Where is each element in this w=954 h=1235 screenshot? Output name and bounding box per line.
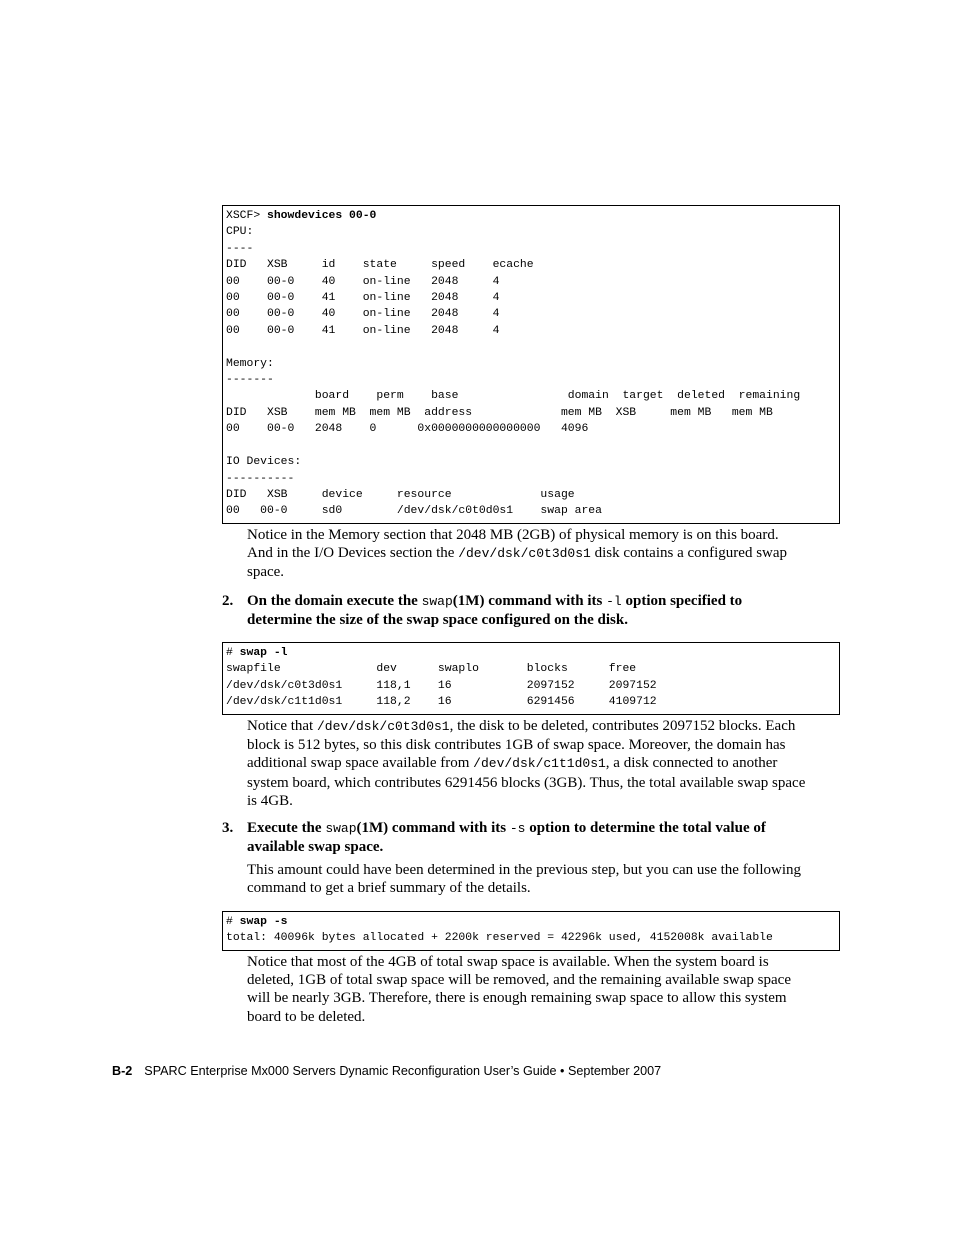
para-text: Notice that most of the 4GB of total swap space is available. When the system board is deleted, 1GB of total swap space will be removed, and the remaining available swap space will be nearly 3GB. Therefore, there is enough remaining swap space to allow this system board to be deleted.	[247, 954, 791, 1025]
step-number: 3.	[222, 820, 234, 836]
footer-text: SPARC Enterprise Mx000 Servers Dynamic Reconfiguration User’s Guide • September 2007	[144, 1064, 662, 1078]
code-line: total: 40096k bytes allocated + 2200k reserved = 42296k used, 4152008k available	[226, 932, 773, 945]
code-command: showdevices 00-0	[267, 210, 377, 222]
code-command: swap -s	[239, 916, 288, 928]
code-block-showdevices	[222, 205, 840, 524]
body-paragraph-1	[247, 526, 807, 582]
step-text-part: (1M) command with its	[356, 820, 510, 836]
code-line: swapfile dev swaplo blocks free	[226, 663, 637, 676]
code-text	[226, 645, 836, 711]
step-text	[247, 819, 802, 856]
code-line: 00 00-0 sd0 /dev/dsk/c0t0d0s1 swap area	[226, 505, 602, 518]
code-line: ----	[226, 242, 254, 255]
step-text-part: (1M) command with its	[452, 593, 607, 609]
code-line: board perm base domain target deleted remaining	[226, 390, 801, 403]
body-paragraph-4	[247, 953, 807, 1026]
step-text-part: option to determine the total value of available swap space.	[247, 820, 766, 856]
para-text: This amount could have been determined in the previous step, but you can use the following command to get a brief summary of the details.	[247, 862, 802, 897]
page-number: B-2	[112, 1064, 133, 1078]
inline-code: swap	[325, 821, 357, 836]
code-line: 00 00-0 40 on-line 2048 4	[226, 275, 500, 288]
step-2	[222, 592, 802, 629]
code-text	[226, 914, 836, 947]
inline-code: swap	[421, 594, 453, 609]
code-line: DID XSB id state speed ecache	[226, 259, 534, 272]
inline-code: /dev/dsk/c0t3d0s1	[316, 719, 450, 734]
step-number: 2.	[222, 593, 234, 609]
page-footer	[112, 1063, 661, 1079]
code-line: 00 00-0 41 on-line 2048 4	[226, 292, 500, 305]
code-line: /dev/dsk/c1t1d0s1 118,2 16 6291456 4109712	[226, 696, 657, 709]
code-line: /dev/dsk/c0t3d0s1 118,1 16 2097152 2097152	[226, 679, 657, 692]
step-3	[222, 819, 802, 856]
para-text: Notice that	[247, 718, 317, 734]
code-prompt: #	[226, 916, 240, 928]
step-text	[247, 592, 802, 629]
code-line: 00 00-0 40 on-line 2048 4	[226, 308, 500, 321]
code-line: CPU:	[226, 226, 254, 239]
para-text: disk contains a configured swap space.	[247, 545, 788, 581]
para-text: , the disk to be deleted, contributes 2097152 blocks. Each block is 512 bytes, so this disk contributes 1GB of swap space. Moreover, the domain has additional swap space available from	[247, 718, 796, 772]
step-text-part: Execute the	[247, 820, 326, 836]
code-text	[226, 208, 836, 520]
code-line: 00 00-0 41 on-line 2048 4	[226, 324, 500, 337]
code-line: 00 00-0 2048 0 0x0000000000000000 4096	[226, 423, 589, 436]
code-command: swap -l	[239, 647, 288, 659]
inline-code: /dev/dsk/c0t3d0s1	[458, 546, 591, 562]
para-text: Notice in the Memory section that 2048 MB (2GB) of physical memory is on this board. And in the I/O Devices section the	[247, 527, 779, 562]
code-prompt: XSCF>	[226, 210, 268, 222]
code-block-swap-s	[222, 911, 840, 951]
code-line: DID XSB mem MB mem MB address mem MB XSB mem MB mem MB	[226, 406, 773, 419]
step-text-part: option specified to determine the size of the swap space configured on the disk.	[247, 593, 743, 629]
code-prompt: #	[226, 647, 240, 659]
code-line: DID XSB device resource usage	[226, 488, 575, 501]
code-line: ----------	[226, 472, 295, 485]
inline-code: -s	[509, 821, 526, 836]
inline-code: -l	[606, 594, 622, 609]
inline-code: /dev/dsk/c1t1d0s1	[473, 756, 606, 772]
para-text: , a disk connected to another system board, which contributes 6291456 blocks (3GB). Thus, the total available swap space is 4GB.	[247, 755, 806, 809]
code-line: -------	[226, 374, 274, 387]
code-block-swap-l	[222, 642, 840, 715]
step-text-part: On the domain execute the	[247, 593, 422, 609]
body-paragraph-2	[247, 717, 807, 810]
body-paragraph-3	[247, 861, 807, 897]
code-line: Memory:	[226, 357, 274, 370]
code-line: IO Devices:	[226, 456, 302, 469]
